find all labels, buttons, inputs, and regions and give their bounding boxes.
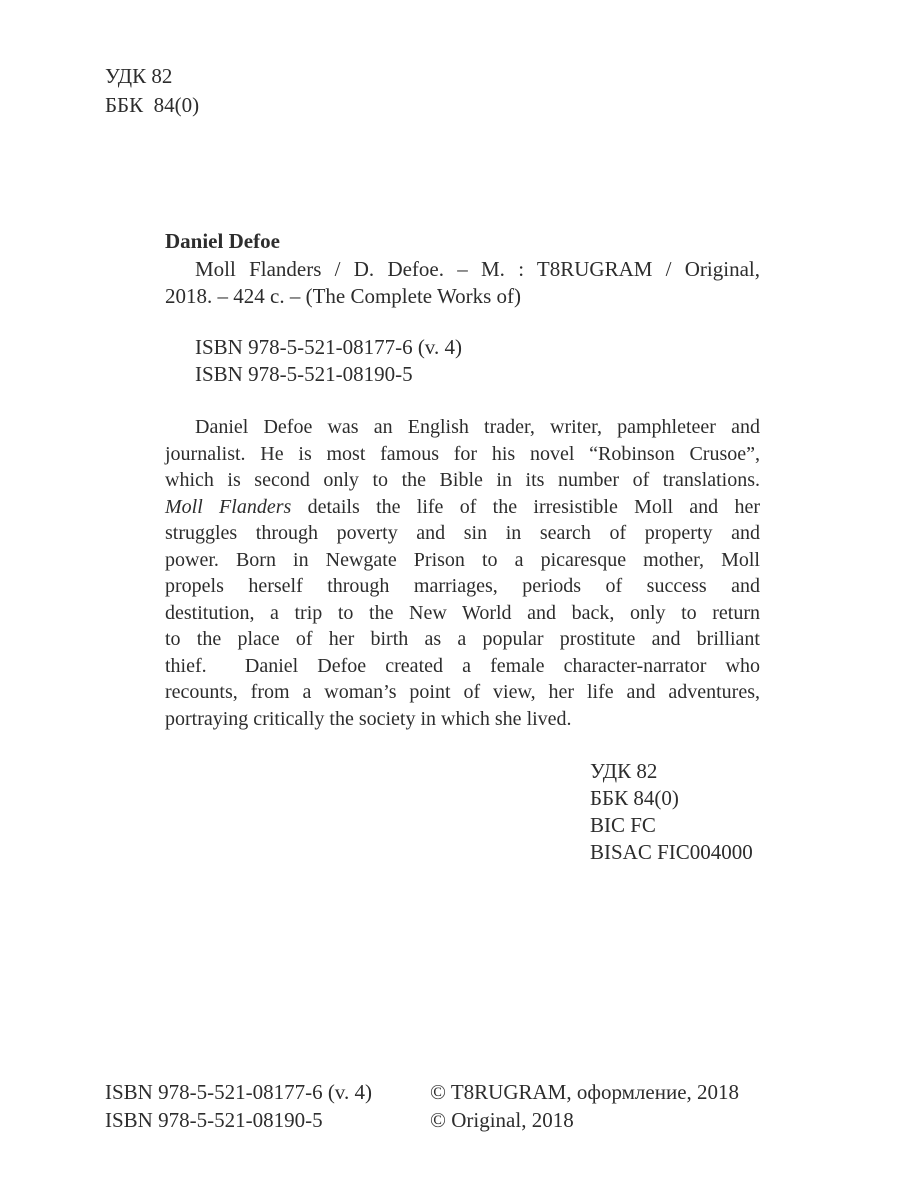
- annotation-line: [165, 653, 760, 680]
- isbn-line: ISBN 978-5-521-08177-6 (v. 4): [105, 1080, 372, 1104]
- top-classification-codes: [105, 62, 199, 120]
- copyright-line: © Original, 2018: [430, 1108, 574, 1132]
- classification-code-line: BISAC FIC004000: [590, 840, 753, 864]
- author-name: Daniel Defoe: [165, 229, 280, 253]
- book-title-italic: Moll Flanders: [165, 495, 292, 518]
- bibliographic-record: [165, 228, 760, 311]
- annotation-line: [165, 441, 760, 468]
- classification-code-line: BIC FC: [590, 813, 656, 837]
- annotation-text: destitution, a trip to the New World and back, only to return: [165, 601, 760, 624]
- annotation-paragraph: [165, 414, 760, 732]
- annotation-text: portraying critically the society in which she lived.: [165, 707, 572, 730]
- annotation-text: to the place of her birth as a popular prostitute and brilliant: [165, 628, 760, 650]
- annotation-line: [165, 414, 760, 441]
- annotation-line: [165, 494, 760, 521]
- annotation-line: [165, 573, 760, 600]
- isbn-line: ISBN 978-5-521-08190-5: [195, 362, 413, 386]
- annotation-line: [165, 679, 760, 706]
- annotation-text: thief. Daniel Defoe created a female character-narrator who: [165, 654, 760, 677]
- isbn-line: ISBN 978-5-521-08190-5: [105, 1108, 323, 1132]
- right-classification-codes: [590, 758, 753, 866]
- classification-code-line: УДК 82: [590, 759, 658, 783]
- annotation-text: recounts, from a woman’s point of view, her life and adventures,: [165, 681, 760, 703]
- footer-copyright-block: [430, 1078, 739, 1134]
- annotation-line: [165, 467, 760, 494]
- annotation-line: [165, 626, 760, 653]
- annotation-text: details the life of the irresistible Moll and her: [291, 495, 760, 518]
- annotation-text: propels herself through marriages, periods of success and: [165, 575, 760, 597]
- annotation-text: journalist. He is most famous for his novel “Robinson Crusoe”,: [165, 442, 760, 465]
- annotation-line: [165, 706, 760, 733]
- annotation-line: [165, 547, 760, 574]
- copyright-line: © T8RUGRAM, оформление, 2018: [430, 1080, 740, 1104]
- classification-code-line: ББК 84(0): [590, 786, 679, 810]
- annotation-line: [165, 600, 760, 627]
- isbn-line: ISBN 978-5-521-08177-6 (v. 4): [195, 335, 462, 359]
- annotation-text: power. Born in Newgate Prison to a picaresque mother, Moll: [165, 548, 760, 571]
- biblio-line-2: 2018. – 424 с. – (The Complete Works of): [165, 284, 522, 308]
- biblio-line-1: Moll Flanders / D. Defoe. – M. : T8RUGRAM / Original,: [195, 256, 760, 281]
- classification-code-line: ББК 84(0): [105, 93, 200, 117]
- annotation-text: Daniel Defoe was an English trader, writer, pamphleteer and: [195, 416, 760, 438]
- classification-code-line: УДК 82: [105, 64, 173, 88]
- footer-isbn-block: [105, 1078, 372, 1134]
- annotation-text: struggles through poverty and sin in search of property and: [165, 522, 760, 544]
- annotation-text: which is second only to the Bible in its number of translations.: [165, 469, 760, 491]
- isbn-block-top: [195, 334, 462, 388]
- annotation-line: [165, 520, 760, 547]
